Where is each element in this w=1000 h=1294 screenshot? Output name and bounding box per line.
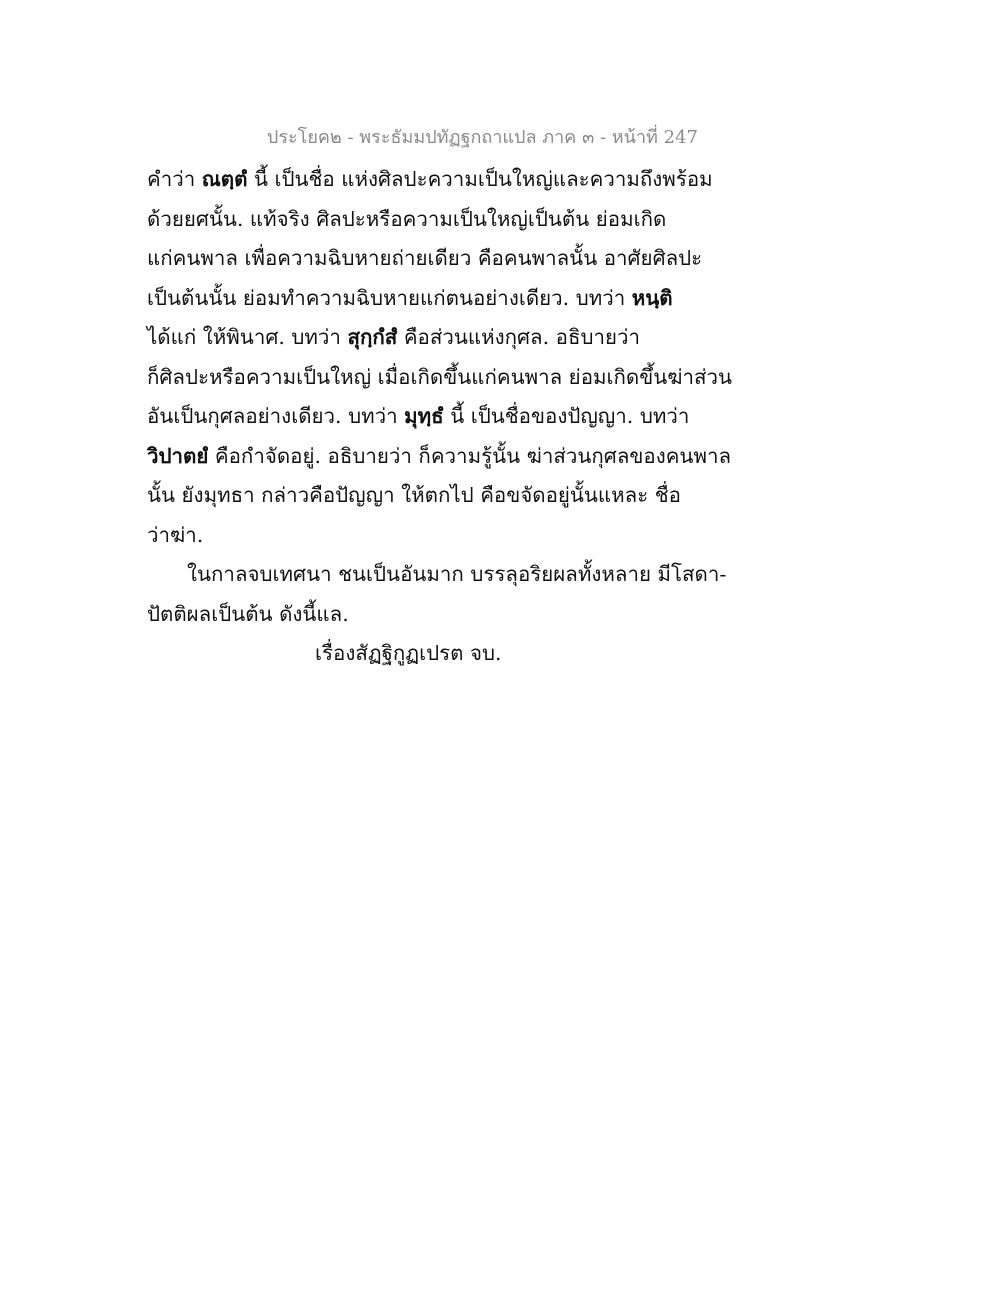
- text-line: [147, 476, 707, 516]
- closing-line: [147, 634, 707, 674]
- text-line: [147, 437, 732, 477]
- text-segment: นี้ เป็นชื่อของปัญญา. บทว่า: [443, 404, 690, 428]
- text-segment: นั้น ยังมุทธา กล่าวคือปัญญา ให้ตกไป คือขจัดอยู่นั้นแหละ ชื่อ: [147, 483, 681, 507]
- text-segment: ว่าฆ่า.: [147, 522, 204, 547]
- text-line: [147, 318, 707, 358]
- text-line: [147, 555, 727, 595]
- text-segment: ปัตติผลเป็นต้น ดังนี้แล.: [147, 601, 349, 626]
- body-text: [147, 160, 733, 674]
- pali-term: หนฺติ: [631, 285, 673, 310]
- text-segment: เป็นต้นนั้น ย่อมทำความฉิบหายแก่ตนอย่างเดียว. บทว่า: [147, 285, 632, 310]
- pali-term: ณตฺตํ: [201, 167, 248, 191]
- page-header: ประโยค๒ - พระธัมมปทัฏฐกถาแปล ภาค ๓ - หน้าที่ 247: [266, 127, 698, 148]
- pali-term: สุกฺกํสํ: [347, 325, 398, 349]
- text-segment: ก็ศิลปะหรือความเป็นใหญ่ เมื่อเกิดขึ้นแก่คนพาล ย่อมเกิดขึ้นฆ่าส่วน: [147, 364, 733, 389]
- text-segment: เรื่องสัฏฐิกูฏเปรต จบ.: [315, 641, 502, 665]
- text-line: [147, 397, 707, 437]
- text-segment: คือส่วนแห่งกุศล. อธิบายว่า: [397, 325, 641, 349]
- text-line: [147, 595, 707, 635]
- text-segment: ด้วยยศนั้น. แท้จริง ศิลปะหรือความเป็นใหญ่เป็นต้น ย่อมเกิด: [147, 206, 667, 231]
- text-segment: คือกำจัดอยู่. อธิบายว่า ก็ความรู้นั้น ฆ่าส่วนกุศลของคนพาล: [208, 443, 732, 468]
- text-segment: อันเป็นกุศลอย่างเดียว. บทว่า: [147, 404, 405, 428]
- pali-term: วิปาตยํ: [147, 443, 209, 468]
- text-line: [147, 358, 733, 398]
- text-line: [147, 200, 707, 240]
- text-segment: ในกาลจบเทศนา ชนเป็นอันมาก บรรลุอริยผลทั้งหลาย มีโสดา-: [187, 562, 727, 586]
- text-segment: ได้แก่ ให้พินาศ. บทว่า: [147, 325, 348, 349]
- text-segment: นี้ เป็นชื่อ แห่งศิลปะความเป็นใหญ่และความถึงพร้อม: [247, 167, 713, 191]
- pali-term: มุทฺธํ: [404, 404, 444, 428]
- text-line: [147, 279, 707, 319]
- text-segment: คำว่า: [147, 167, 202, 191]
- text-line: [147, 516, 707, 556]
- text-line: [147, 160, 713, 200]
- text-segment: แก่คนพาล เพื่อความฉิบหายถ่ายเดียว คือคนพาลนั้น อาศัยศิลปะ: [147, 246, 703, 270]
- text-line: [147, 239, 707, 279]
